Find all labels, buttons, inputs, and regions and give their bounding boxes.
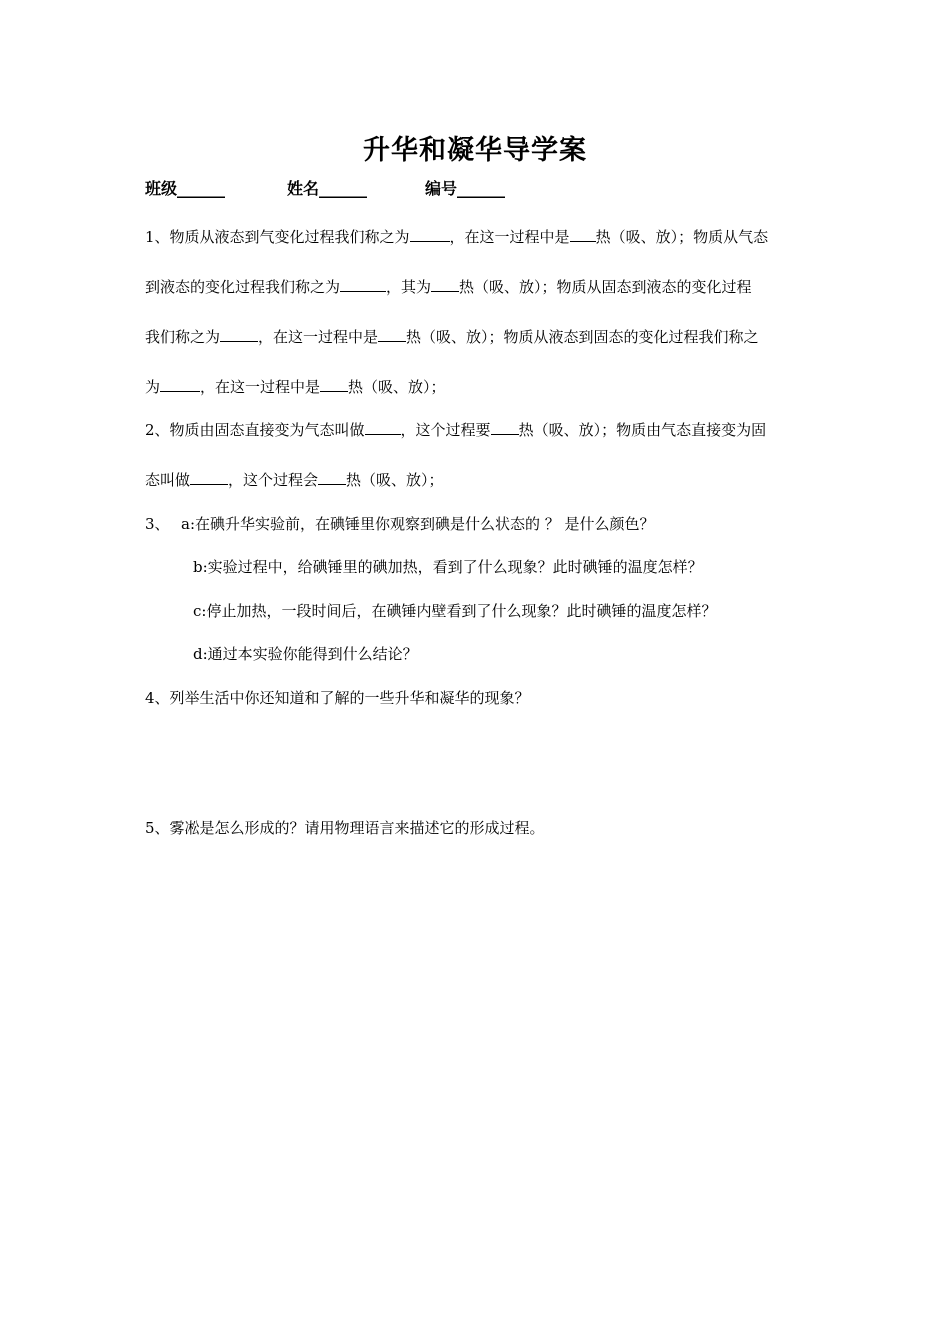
q3-part-b: b:实验过程中，给碘锤里的碘加热，看到了什么现象？此时碘锤的温度怎样？ bbox=[193, 558, 703, 576]
q2-text: ，这个过程要 bbox=[400, 421, 491, 439]
answer-blank bbox=[365, 419, 401, 435]
answer-blank bbox=[570, 226, 596, 242]
q2-line-2 bbox=[145, 469, 444, 490]
q1-text: ，在这一过程中是 bbox=[258, 328, 379, 346]
answer-blank bbox=[220, 326, 258, 342]
class-label: 班级 bbox=[145, 179, 178, 198]
q2-text: 热（吸、放）； bbox=[346, 471, 444, 489]
answer-blank bbox=[431, 276, 459, 292]
name-field bbox=[287, 176, 367, 199]
q2-line-1 bbox=[145, 419, 766, 440]
number-blank: ______ bbox=[457, 179, 506, 198]
number-field bbox=[425, 176, 505, 199]
number-label: 编号 bbox=[425, 179, 458, 198]
class-blank: ______ bbox=[177, 179, 226, 198]
name-label: 姓名 bbox=[287, 179, 320, 198]
q1-text: 我们称之为 bbox=[145, 328, 221, 346]
answer-blank bbox=[378, 326, 406, 342]
q2-text: 2、物质由固态直接变为气态叫做 bbox=[145, 421, 365, 439]
q1-line-4 bbox=[145, 376, 446, 397]
q1-text: 热（吸、放）；物质从气态 bbox=[595, 228, 769, 246]
q5-text: 5、雾凇是怎么形成的？请用物理语言来描述它的形成过程。 bbox=[145, 819, 545, 837]
page-title: 升华和凝华导学案 bbox=[363, 135, 587, 166]
answer-blank bbox=[160, 376, 200, 392]
q3-number: 3、 bbox=[145, 515, 170, 533]
answer-blank bbox=[340, 276, 386, 292]
q1-text: 1、物质从液态到气变化过程我们称之为 bbox=[145, 228, 410, 246]
q1-line-3 bbox=[145, 326, 759, 347]
q2-text: ，这个过程会 bbox=[228, 471, 319, 489]
answer-blank bbox=[320, 376, 348, 392]
q2-text: 热（吸、放）；物质由气态直接变为固 bbox=[518, 421, 767, 439]
q3-part-d: d:通过本实验你能得到什么结论？ bbox=[193, 645, 418, 663]
q1-line-1 bbox=[145, 226, 768, 247]
q1-line-2 bbox=[145, 276, 752, 297]
class-field bbox=[145, 176, 225, 199]
q4-text: 4、列举生活中你还知道和了解的一些升华和凝华的现象？ bbox=[145, 689, 530, 707]
q2-text: 态叫做 bbox=[145, 471, 191, 489]
name-blank: ______ bbox=[319, 179, 368, 198]
q3-part-c: c:停止加热，一段时间后，在碘锤内壁看到了什么现象？此时碘锤的温度怎样？ bbox=[193, 602, 717, 620]
q1-text: 为 bbox=[145, 378, 161, 396]
q1-text: ，其为 bbox=[386, 278, 432, 296]
q1-text: ，在这一过程中是 bbox=[449, 228, 570, 246]
q1-text: ，在这一过程中是 bbox=[200, 378, 321, 396]
answer-blank bbox=[410, 226, 450, 242]
q1-text: 热（吸、放）；物质从固态到液态的变化过程 bbox=[459, 278, 752, 296]
answer-blank bbox=[318, 469, 346, 485]
q1-text: 热（吸、放）； bbox=[348, 378, 446, 396]
q1-text: 到液态的变化过程我们称之为 bbox=[145, 278, 341, 296]
q3-part-a: a:在碘升华实验前，在碘锤里你观察到碘是什么状态的 ？ 是什么颜色？ bbox=[181, 515, 655, 533]
answer-blank bbox=[190, 469, 228, 485]
answer-blank bbox=[491, 419, 519, 435]
q1-text: 热（吸、放）；物质从液态到固态的变化过程我们称之 bbox=[406, 328, 759, 346]
